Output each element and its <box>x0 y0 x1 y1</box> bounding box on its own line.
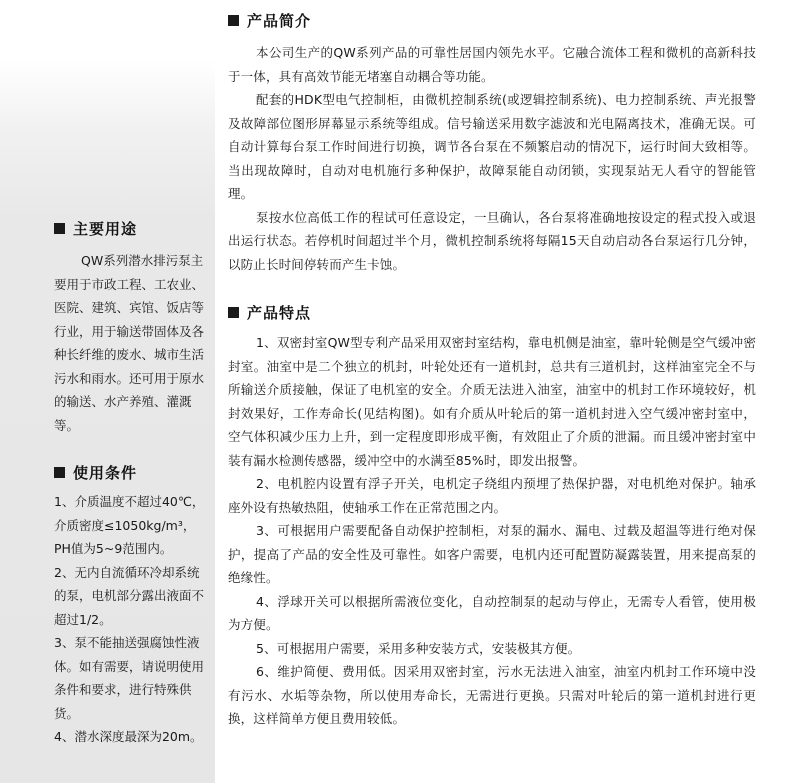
condition-item: 2、无内自流循环冷却系统的泵，电机部分露出液面不超过1/2。 <box>54 564 205 627</box>
features-title: 产品特点 <box>228 302 311 323</box>
square-bullet-icon <box>228 15 239 26</box>
condition-item: 4、潜水深度最深为20m。 <box>54 729 203 744</box>
intro-title: 产品简介 <box>228 10 311 31</box>
conditions-section <box>54 462 210 749</box>
square-bullet-icon <box>54 467 65 478</box>
usage-title: 主要用途 <box>54 218 210 239</box>
intro-paragraph: 本公司生产的QW系列产品的可靠性居国内领先水平。它融合流体工程和微机的高新科技于一体，具有高效节能无堵塞自动耦合等功能。 <box>228 45 756 84</box>
intro-paragraph: 泵按水位高低工作的程试可任意设定，一旦确认，各台泵将准确地按设定的程式投入或退出运行状态。若停机时间超过半个月，微机控制系统将每隔15天自动启动各台泵运行几分钟，以防止长时间停转而产生卡蚀。 <box>228 209 756 272</box>
intro-body <box>228 41 756 276</box>
condition-item: 3、泵不能抽送强腐蚀性液体。如有需要，请说明使用条件和要求，进行特殊供货。 <box>54 635 205 721</box>
feature-paragraph: 2、电机腔内设置有浮子开关，电机定子绕组内预埋了热保护器，对电机绝对保护。轴承座外设有热敏热阻，使轴承工作在正常范围之内。 <box>228 476 756 515</box>
square-bullet-icon <box>54 223 65 234</box>
feature-paragraph: 4、浮球开关可以根据所需液位变化，自动控制泵的起动与停止，无需专人看管，使用极为方便。 <box>228 593 756 632</box>
square-bullet-icon <box>228 307 239 318</box>
feature-paragraph: 3、可根据用户需要配备自动保护控制柜，对泵的漏水、漏电、过载及超温等进行绝对保护，提高了产品的安全性及可靠性。如客户需要，电机内还可配置防凝露装置，用来提高泵的绝缘性。 <box>228 523 756 585</box>
feature-paragraph: 5、可根据用户需要，采用多种安装方式，安装极其方便。 <box>256 640 581 656</box>
condition-item: 1、介质温度不超过40℃，介质密度≤1050kg/m³，PH值为5~9范围内。 <box>54 494 205 556</box>
intro-paragraph: 配套的HDK型电气控制柜，由微机控制系统(或逻辑控制系统)、电力控制系统、声光报警及故障部位图形屏幕显示系统等组成。信号输送采用数字滤波和光电隔离技术，准确无误。可自动计算每台泵工作时间进行切换，调节各台泵在不频繁启动的情况下，运行时间大致相等。当出现故障时，自动对电机施行多种保护，故障泵能自动闭锁，实现泵站无人看守的智能管理。 <box>228 92 756 201</box>
conditions-body <box>54 490 210 749</box>
features-body <box>228 331 756 731</box>
feature-paragraph: 1、双密封室QW型专利产品采用双密封室结构，靠电机侧是油室，靠叶轮侧是空气缓冲密封室。油室中是二个独立的机封，叶轮处还有一道机封，总共有三道机封，这样油室完全不与所输送介质接触，保证了电机室的安全。介质无法进入油室，油室中的机封工作环境较好，机封效果好，工作寿命长(见结构图)。如有介质从叶轮后的第一道机封进入空气缓冲密封室中，空气体积减少压力上升，到一定程度即形成平衡，有效阻止了介质的泄漏。而且缓冲密封室中装有漏水检测传感器，缓冲空中的水满至85%时，即发出报警。 <box>228 335 756 468</box>
usage-body <box>54 249 210 437</box>
conditions-title: 使用条件 <box>54 462 210 483</box>
feature-paragraph: 6、维护简便、费用低。因采用双密封室，污水无法进入油室，油室内机封工作环境中没有污水、水垢等杂物，所以使用寿命长，无需进行更换。只需对叶轮后的第一道机封进行更换，这样简单方便且费用较低。 <box>228 664 756 726</box>
usage-text: QW系列潜水排污泵主要用于市政工程、工农业、医院、建筑、宾馆、饭店等行业，用于输送带固体及各种长纤维的废水、城市生活污水和雨水。还可用于原水的输送、水产养殖、灌溉等。 <box>54 253 205 433</box>
usage-section <box>54 218 210 437</box>
